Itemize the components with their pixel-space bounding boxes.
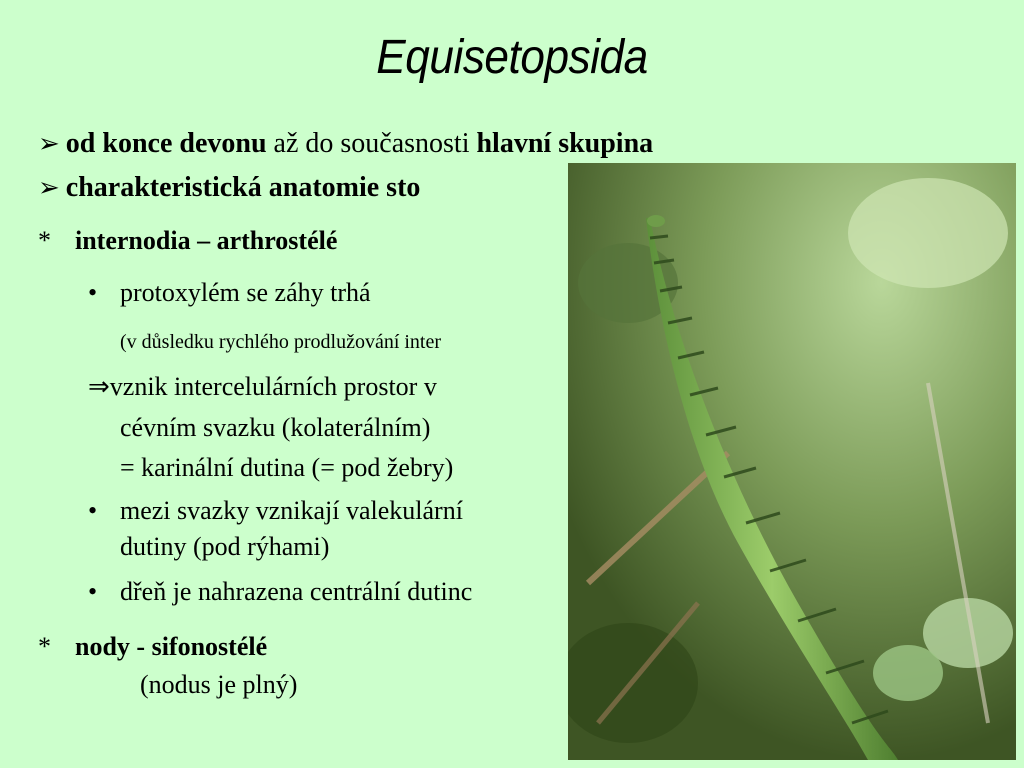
- valekularni-text: mezi svazky vznikají valekulární: [120, 496, 463, 525]
- arrow-bullet-icon: ➢: [38, 129, 60, 158]
- bullet-line-1: [38, 128, 653, 160]
- bullet-line-2: [38, 172, 420, 204]
- bullet-dot: •: [88, 496, 98, 525]
- bullet-2-bold: charakteristická anatomie sto: [65, 172, 421, 203]
- valekularni-text-2: dutiny (pod rýhami): [120, 532, 330, 561]
- bullet-1-bold: od konce devonu: [65, 128, 267, 159]
- bullet-1-normal: až do současnosti: [266, 128, 477, 159]
- bullet-dot: •: [88, 577, 98, 606]
- star-marker: *: [38, 632, 51, 661]
- implies-text-2: cévním svazku (kolaterálním): [120, 413, 431, 442]
- dren-text: dřeň je nahrazena centrální dutinc: [120, 577, 473, 606]
- bullet-1-bold2: hlavní skupina: [476, 128, 654, 159]
- bullet-dot: •: [88, 278, 98, 307]
- star-marker: *: [38, 226, 51, 255]
- arrow-bullet-icon: ➢: [38, 173, 60, 202]
- slide-title: Equisetopsida: [376, 31, 648, 84]
- implies-text: ⇒vznik intercelulárních prostor v: [88, 372, 437, 401]
- internodia-heading: [75, 226, 337, 256]
- internodia-heading-text: internodia – arthrostélé: [75, 226, 338, 255]
- horsetail-stem-illustration: [568, 163, 1016, 760]
- protoxylem-note: (v důsledku rychlého prodlužování inter: [120, 331, 442, 353]
- nody-heading: [75, 632, 267, 662]
- nody-heading-text: nody - sifonostélé: [75, 632, 268, 661]
- nody-note: (nodus je plný): [140, 670, 298, 699]
- implies-text-3: = karinální dutina (= pod žebry): [120, 453, 454, 482]
- protoxylem-text: protoxylém se záhy trhá: [120, 278, 371, 307]
- horsetail-photo: [568, 163, 1016, 760]
